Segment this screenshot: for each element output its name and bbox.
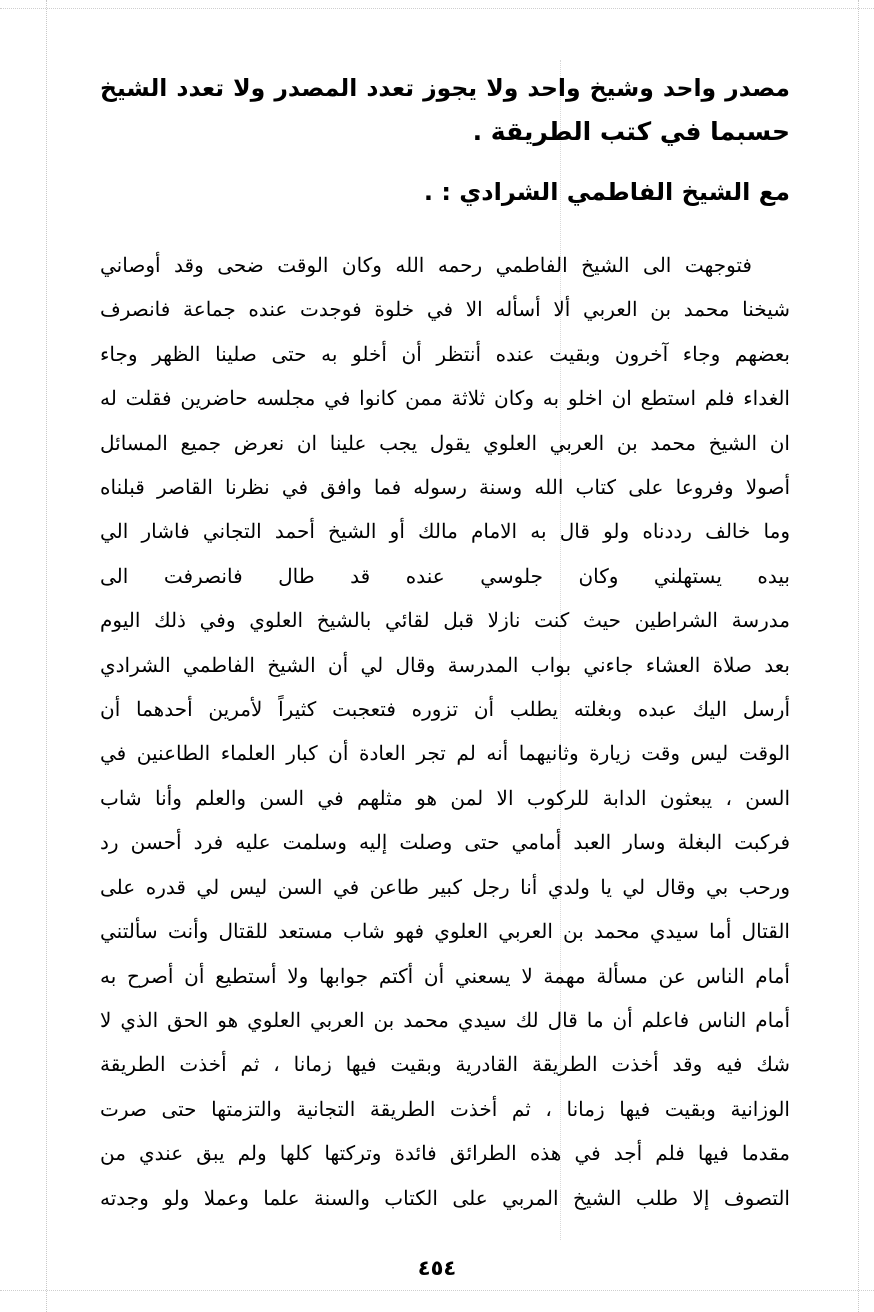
text-line: التصوف إلا طلب الشيخ المربي على الكتاب والسنة علما وعملا ولو وجدته <box>100 1185 790 1210</box>
page-number: ٤٥٤ <box>417 1256 457 1280</box>
text-line: بعد صلاة العشاء جاءني بواب المدرسة وقال لي أن الشيخ الفاطمي الشرادي <box>100 652 790 677</box>
text-line: فركبت البغلة وسار العبد أمامي حتى وصلت إليه وسلمت عليه فرد أحسن رد <box>100 830 790 855</box>
text-line: ان الشيخ محمد بن العربي العلوي يقول يجب علينا ان نعرض جميع المسائل <box>100 430 790 455</box>
scan-guide-line <box>0 8 874 9</box>
text-line: أمام الناس فاعلم أن ما قال لك سيدي محمد بن العربي العلوي هو الحق الذي لا <box>100 1007 790 1032</box>
text-line: أصولا وفروعا على كتاب الله وسنة رسوله فما وافق في نظرنا القاصر قبلناه <box>100 475 790 500</box>
section-title: مع الشيخ الفاطمي الشرادي : . <box>423 178 790 206</box>
page-heading <box>100 66 790 154</box>
text-line: مدرسة الشراطين حيث كنت نازلا قبل لقائي بالشيخ العلوي وفي ذلك اليوم <box>100 608 790 633</box>
scan-guide-line <box>46 0 47 1312</box>
text-line: مقدما فيها فلم أجد في هذه الطرائق فائدة وتركتها كلها ولم يبق عندي من <box>100 1141 790 1166</box>
scan-guide-line <box>858 0 859 1312</box>
heading-line: حسبما في كتب الطريقة . <box>472 117 790 146</box>
body-paragraph <box>100 243 790 1220</box>
text-line: القتال أما سيدي محمد بن العربي العلوي فهو شاب مستعد للقتال وأنت سألتني <box>100 919 790 944</box>
text-line: الوقت ليس وقت زيارة وثانيهما أنه لم تجر العادة أن كبار العلماء الطاعنين في <box>100 741 790 766</box>
text-line: شيخنا محمد بن العربي ألا أسأله الا في خلوة فوجدت عنده جماعة فانصرف <box>100 297 790 322</box>
text-line: أرسل اليك عبده وبغلته يطلب أن تزوره فتعجبت كثيراً لأمرين أحدهما أن <box>100 697 791 722</box>
text-line: الغداء فلم استطع ان اخلو به وكان ثلاثة ممن كانوا في مجلسه حاضرين فقلت له <box>100 386 790 411</box>
text-line: الوزانية وبقيت فيها زمانا ، ثم أخذت الطريقة التجانية والتزمتها حتى صرت <box>100 1096 790 1121</box>
text-line: السن ، يبعثون الدابة للركوب الا لمن هو مثلهم في السن والعلم وأنا شاب <box>100 785 790 810</box>
text-line: ورحب بي وقال لي يا ولدي أنا رجل كبير طاعن في السن ليس لي قدره على <box>100 874 790 899</box>
text-line: بعضهم وجاء آخرون وبقيت عنده أنتظر أن أخلو به حتى صلينا الظهر وجاء <box>100 341 790 366</box>
heading-line: مصدر واحد وشيخ واحد ولا يجوز تعدد المصدر ولا تعدد الشيخ <box>100 74 790 102</box>
scan-guide-line <box>0 1290 874 1291</box>
text-line: شك فيه وقد أخذت الطريقة القادرية وبقيت فيها زمانا ، ثم أخذت الطريقة <box>100 1052 790 1077</box>
text-line: فتوجهت الى الشيخ الفاطمي رحمه الله وكان الوقت ضحى وقد أوصاني <box>100 253 752 277</box>
text-line: بيده يستهلني وكان جلوسي عنده قد طال فانصرفت الى <box>100 563 790 588</box>
text-line: أمام الناس عن مسألة مهمة لا يسعني أن أكتم جوابها ولا أستطيع أن أصرح به <box>100 963 790 988</box>
text-line: وما خالف رددناه ولو قال به الامام مالك أو الشيخ أحمد التجاني فاشار الي <box>100 519 791 544</box>
